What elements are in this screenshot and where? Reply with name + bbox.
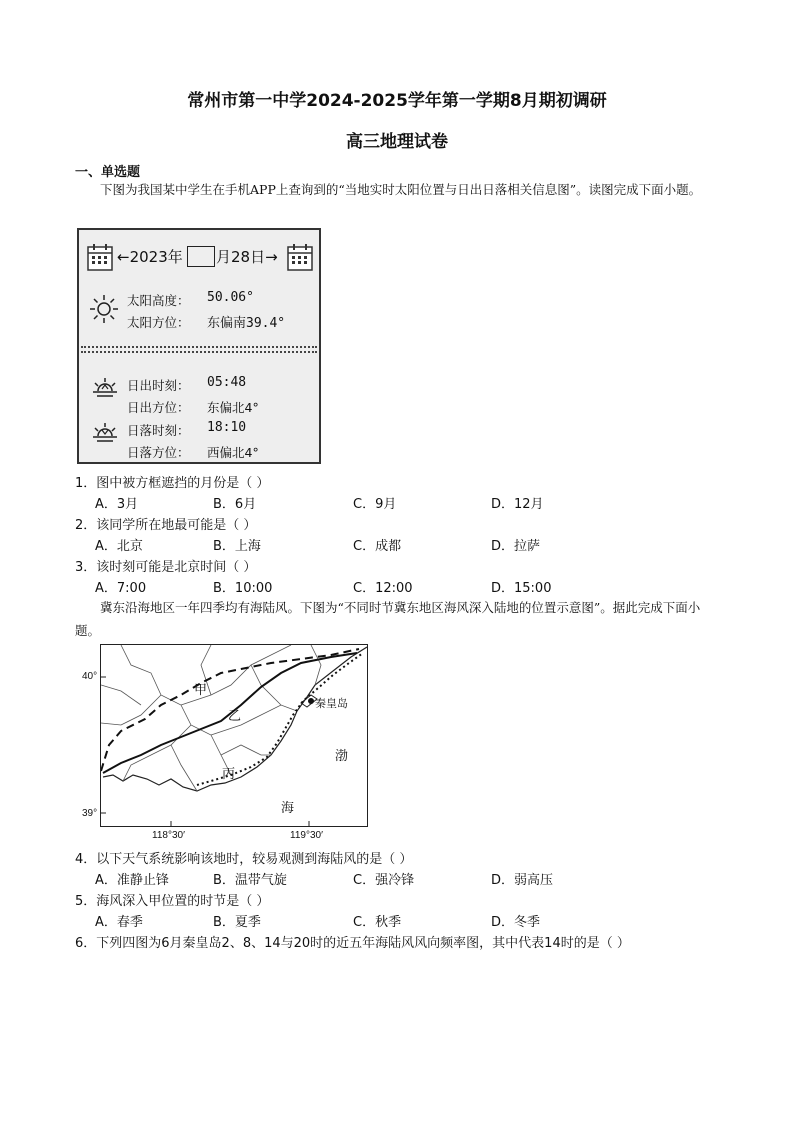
- qinhuangdao-marker: [308, 698, 314, 704]
- question-6: 6．下列四图为6月秦皇岛2、8、14与20时的近五年海陆风风向频率图，其中代表14时的是（ ）: [75, 936, 630, 951]
- date-suffix: 月28日→: [216, 248, 278, 266]
- sun-direction-value: 东偏南39.4°: [207, 316, 286, 331]
- sunrise-direction-value: 东偏北4°: [207, 400, 259, 415]
- sun-direction-label: 太阳方位：: [127, 315, 190, 330]
- calendar-prev-icon[interactable]: [86, 242, 114, 272]
- divider-bottom: [81, 351, 317, 353]
- intro-paragraph-1: 下图为我国某中学生在手机APP上查询到的“当地实时太阳位置与日出日落相关信息图”。读图完成下面小题。: [100, 182, 702, 197]
- question-1: 1．图中被方框遮挡的月份是（ ）: [75, 476, 270, 491]
- admin-boundaries: [101, 645, 321, 791]
- sun-info-panel: [77, 228, 321, 464]
- sunset-time-label: 日落时刻：: [127, 423, 190, 438]
- calendar-next-icon[interactable]: [286, 242, 314, 272]
- sunset-direction-value: 西偏北4°: [207, 445, 259, 460]
- divider-top: [81, 346, 317, 348]
- sea-breeze-map: [100, 644, 368, 827]
- sunrise-time-label: 日出时刻：: [127, 378, 190, 393]
- q3-option-d[interactable]: D．15:00: [491, 581, 552, 596]
- q1-option-a[interactable]: A．3月: [95, 497, 139, 512]
- sun-height-value: 50.06°: [207, 290, 254, 305]
- sunset-time-value: 18:10: [207, 420, 247, 435]
- intro-paragraph-2: 冀东沿海地区一年四季均有海陆风。下图为“不同时节冀东地区海风深入陆地的位置示意图”。据此完成下面小题。: [75, 600, 701, 638]
- label-qinhuangdao: 秦皇岛: [315, 697, 348, 710]
- q5-option-a[interactable]: A．春季: [95, 915, 143, 930]
- question-3: 3．该时刻可能是北京时间（ ）: [75, 560, 257, 575]
- q4-option-d[interactable]: D．弱高压: [491, 873, 554, 888]
- q3-option-a[interactable]: A．7:00: [95, 581, 147, 596]
- q4-option-b[interactable]: B．温带气旋: [213, 873, 287, 888]
- question-2: 2．该同学所在地最可能是（ ）: [75, 518, 257, 533]
- q1-option-d[interactable]: D．12月: [491, 497, 544, 512]
- label-yi: 乙: [228, 709, 242, 724]
- sunset-direction-label: 日落方位：: [127, 445, 190, 460]
- q5-option-d[interactable]: D．冬季: [491, 915, 541, 930]
- section-heading: 一、单选题: [75, 165, 141, 180]
- date-prefix: ←2023年: [117, 248, 183, 266]
- label-bo: 渤: [335, 749, 349, 764]
- lat-39-label: 39°: [82, 808, 98, 819]
- exam-title: 常州市第一中学2024-2025学年第一学期8月期初调研: [187, 91, 607, 111]
- sunrise-direction-label: 日出方位：: [127, 400, 190, 415]
- sunrise-icon: [91, 376, 119, 400]
- sun-height-label: 太阳高度：: [127, 293, 190, 308]
- label-hai: 海: [281, 801, 295, 816]
- map-canvas: [101, 645, 367, 826]
- sun-icon: [89, 294, 119, 324]
- q2-option-d[interactable]: D．拉萨: [491, 539, 541, 554]
- label-bing: 丙: [222, 767, 236, 782]
- q4-option-a[interactable]: A．准静止锋: [95, 873, 169, 888]
- q5-option-b[interactable]: B．夏季: [213, 915, 261, 930]
- q2-option-a[interactable]: A．北京: [95, 539, 143, 554]
- question-4: 4．以下天气系统影响该地时，较易观测到海陆风的是（ ）: [75, 852, 413, 867]
- q2-option-b[interactable]: B．上海: [213, 539, 261, 554]
- q1-option-b[interactable]: B．6月: [213, 497, 257, 512]
- q5-option-c[interactable]: C．秋季: [353, 915, 402, 930]
- sunset-icon: [91, 421, 119, 445]
- q3-option-b[interactable]: B．10:00: [213, 581, 273, 596]
- q3-option-c[interactable]: C．12:00: [353, 581, 413, 596]
- exam-subtitle: 高三地理试卷: [346, 132, 448, 152]
- hidden-month-box: [187, 246, 215, 267]
- label-jia: 甲: [194, 683, 208, 698]
- lat-40-label: 40°: [82, 671, 98, 682]
- q1-option-c[interactable]: C．9月: [353, 497, 397, 512]
- lon-119-30-label: 119°30′: [290, 830, 323, 841]
- q4-option-c[interactable]: C．强冷锋: [353, 873, 415, 888]
- q2-option-c[interactable]: C．成都: [353, 539, 402, 554]
- sunrise-time-value: 05:48: [207, 375, 247, 390]
- lon-118-30-label: 118°30′: [152, 830, 185, 841]
- question-5: 5．海风深入甲位置的时节是（ ）: [75, 894, 270, 909]
